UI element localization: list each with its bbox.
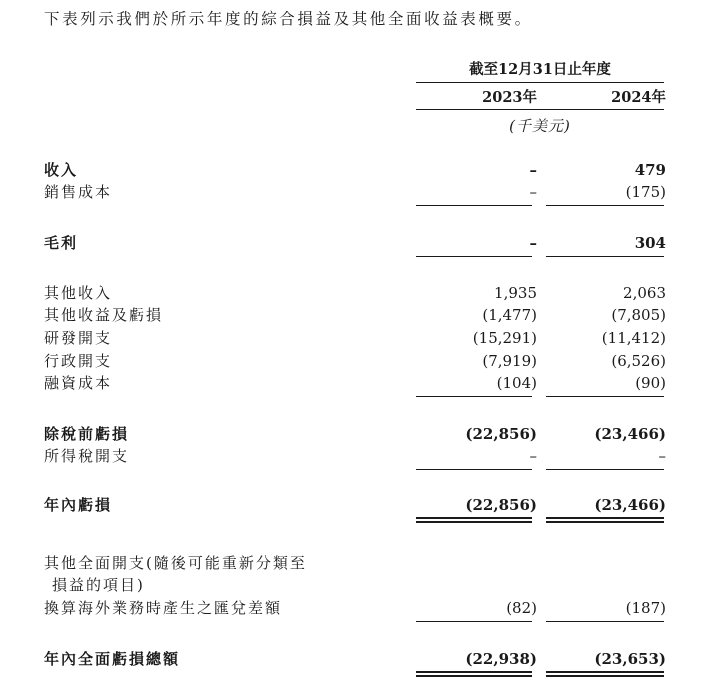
row-value-2023: (1,477) <box>482 306 537 324</box>
total-double-rule <box>416 517 532 523</box>
total-double-rule <box>416 671 532 677</box>
column-header-2023: 2023年 <box>482 89 537 106</box>
row-value-2024: (23,466) <box>594 425 666 443</box>
row-value-2024: (175) <box>625 183 666 201</box>
row-value-2024: 2,063 <box>623 284 666 302</box>
row-value-2024: (7,805) <box>611 306 666 324</box>
subtotal-rule <box>416 469 532 470</box>
subtotal-rule <box>546 396 664 397</box>
row-value-2024: – <box>658 447 666 465</box>
subtotal-rule <box>416 621 532 622</box>
subtotal-rule <box>546 621 664 622</box>
row-value-2024: (6,526) <box>611 352 666 370</box>
row-label: 融資成本 <box>44 374 113 392</box>
row-value-2023: (22,856) <box>465 425 537 443</box>
column-header-2024: 2024年 <box>611 89 666 106</box>
row-value-2023: – <box>529 183 537 201</box>
subtotal-rule <box>546 205 664 206</box>
intro-text: 下表列示我們於所示年度的綜合損益及其他全面收益表概要。 <box>44 10 533 28</box>
row-value-2024: (11,412) <box>601 329 666 347</box>
row-value-2024: 479 <box>634 161 666 179</box>
row-value-2024: (23,653) <box>594 650 666 668</box>
subtotal-rule <box>416 396 532 397</box>
total-double-rule <box>546 517 664 523</box>
row-value-2024: (90) <box>635 374 666 392</box>
period-header-rule <box>416 82 664 83</box>
row-label: 所得稅開支 <box>44 447 130 465</box>
row-label: 行政開支 <box>44 352 113 370</box>
row-value-2023: (7,919) <box>482 352 537 370</box>
row-value-2023: (15,291) <box>472 329 537 347</box>
column-header-rule <box>416 109 664 110</box>
unit-label: (千美元) <box>509 117 571 135</box>
row-value-2024: (23,466) <box>594 496 666 514</box>
row-label: 收入 <box>44 161 79 179</box>
row-label: 研發開支 <box>44 329 113 347</box>
row-label: 其他全面開支(隨後可能重新分類至 <box>44 554 307 572</box>
row-label: 銷售成本 <box>44 183 113 201</box>
subtotal-rule <box>546 469 664 470</box>
row-value-2023: (104) <box>496 374 537 392</box>
row-label: 年內虧損 <box>44 496 113 514</box>
row-label: 換算海外業務時產生之匯兌差額 <box>44 599 283 617</box>
row-value-2024: (187) <box>625 599 666 617</box>
row-value-2023: – <box>529 161 537 179</box>
row-label: 損益的項目) <box>52 576 145 594</box>
period-header: 截至12月31日止年度 <box>469 61 611 78</box>
row-value-2023: (22,856) <box>465 496 537 514</box>
subtotal-rule <box>416 205 532 206</box>
subtotal-rule <box>416 256 532 257</box>
row-label: 毛利 <box>44 234 79 252</box>
row-value-2023: (22,938) <box>465 650 537 668</box>
row-label: 其他收入 <box>44 284 113 302</box>
row-value-2023: 1,935 <box>494 284 537 302</box>
row-label: 年內全面虧損總額 <box>44 650 181 668</box>
row-value-2023: – <box>529 234 537 252</box>
row-value-2023: (82) <box>506 599 537 617</box>
total-double-rule <box>546 671 664 677</box>
row-value-2024: 304 <box>634 234 666 252</box>
row-label: 其他收益及虧損 <box>44 306 164 324</box>
subtotal-rule <box>546 256 664 257</box>
row-label: 除稅前虧損 <box>44 425 130 443</box>
row-value-2023: – <box>529 447 537 465</box>
